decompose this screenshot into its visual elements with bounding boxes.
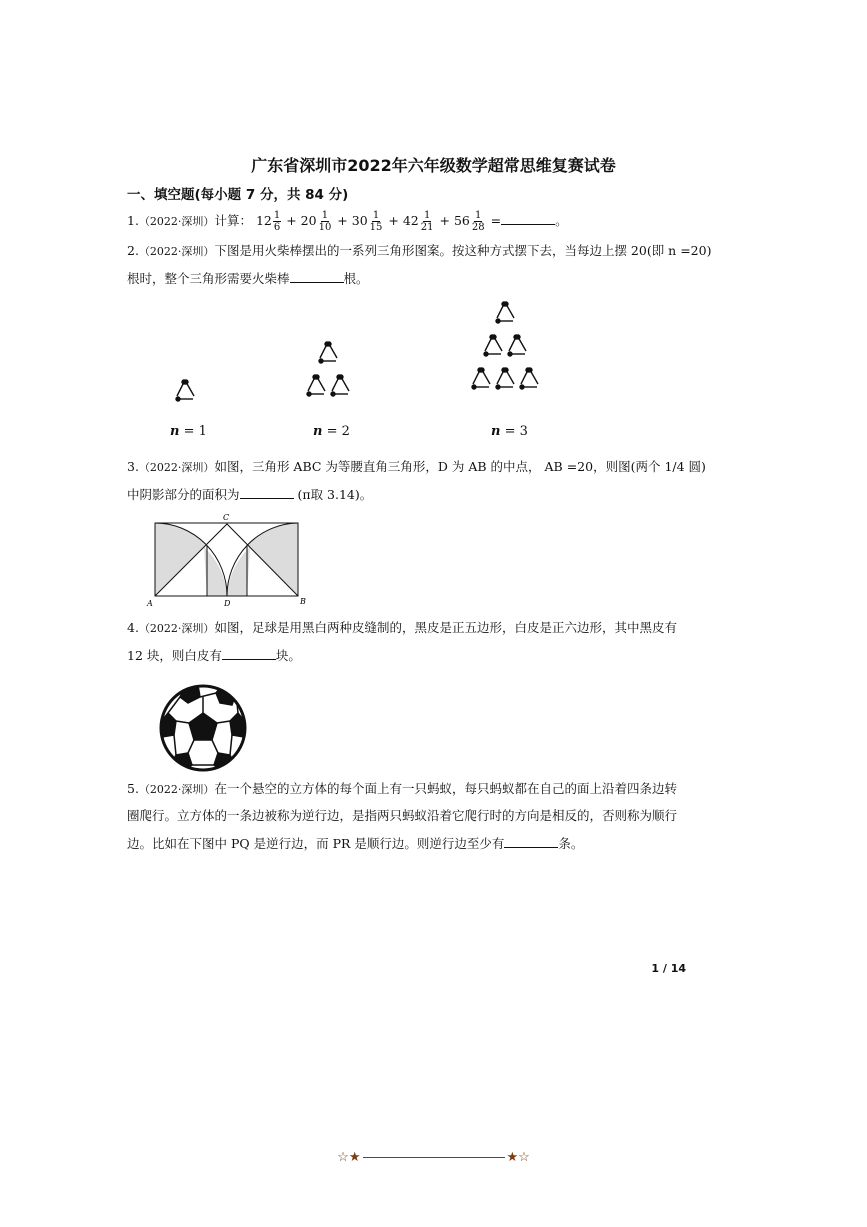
- plus-sign: +: [388, 213, 399, 228]
- answer-blank[interactable]: [290, 271, 344, 283]
- question-text: 圈爬行。立方体的一条边被称为逆行边，是指两只蚂蚁沿着它爬行时的方向是相反的，否则称为顺行: [127, 808, 678, 823]
- matchstick-head: [319, 359, 323, 363]
- answer-blank[interactable]: [222, 648, 276, 660]
- answer-blank[interactable]: [240, 487, 294, 499]
- point-c-label: C: [223, 513, 230, 522]
- question-text: 如图，三角形 ABC 为等腰直角三角形，D 为 AB 的中点， AB =20，则图(两个 1/4 圆): [214, 459, 706, 474]
- term-4: 42 $\frac{1}{21}$: [402, 210, 434, 233]
- matchstick-head: [472, 385, 476, 389]
- matchstick-head: [176, 397, 180, 401]
- plus-sign: +: [337, 213, 348, 228]
- page-title: 广东省深圳市2022年六年级数学超常思维复赛试卷: [251, 156, 616, 175]
- matchstick-head: [528, 368, 532, 372]
- question-intro: 计算：: [214, 213, 252, 228]
- question-text: 块。: [275, 648, 301, 663]
- question-number: 5.: [127, 781, 139, 796]
- matchstick-head: [504, 368, 508, 372]
- matchstick-triangles-figure: [150, 292, 590, 417]
- soccer-ball-figure: [158, 683, 248, 773]
- term-2: 20 $\frac{1}{10}$: [300, 210, 332, 233]
- footer-divider: [363, 1157, 505, 1158]
- question-5-line-2: [127, 809, 677, 823]
- matchstick-head: [492, 335, 496, 339]
- matchstick-head: [484, 352, 488, 356]
- equals-sign: =: [490, 213, 502, 228]
- question-3-line-2: [127, 487, 372, 502]
- figure-label-n1: n = 1: [170, 424, 207, 439]
- figure-label-n2: n = 2: [313, 424, 350, 439]
- term-1: 12 $\frac{1}{6}$: [255, 210, 281, 233]
- footer-stars-right: ★☆: [506, 1150, 530, 1165]
- matchstick-head: [480, 368, 484, 372]
- question-text: 在一个悬空的立方体的每个面上有一只蚂蚁，每只蚂蚁都在自己的面上沿着四条边转: [214, 781, 677, 796]
- footer-stars-left: ☆★: [337, 1150, 361, 1165]
- question-4-line-1: [127, 621, 677, 636]
- matchstick-head: [327, 342, 331, 346]
- matchstick-head: [307, 392, 311, 396]
- quarter-circles-figure: [145, 510, 315, 610]
- question-text: 根时，整个三角形需要火柴棒: [127, 271, 290, 286]
- question-2-line-2: [127, 271, 369, 286]
- question-text: (π取 3.14)。: [293, 487, 373, 502]
- question-number: 1.: [127, 213, 139, 228]
- question-5-line-3: [127, 836, 583, 851]
- matchstick-head: [508, 352, 512, 356]
- question-text: 边。比如在下图中 PQ 是逆行边，而 PR 是顺行边。则逆行边至少有: [127, 836, 505, 851]
- question-text: 根。: [343, 271, 369, 286]
- plus-sign: +: [439, 213, 450, 228]
- question-2-line-1: [127, 244, 711, 259]
- question-text: 如图，足球是用黑白两种皮缝制的，黑皮是正五边形，白皮是正六边形，其中黑皮有: [214, 620, 677, 635]
- question-text: 下图是用火柴棒摆出的一系列三角形图案。按这种方式摆下去，当每边上摆 20(即 n =20): [214, 243, 712, 258]
- point-d-label: D: [224, 599, 231, 608]
- matchstick-head: [315, 375, 319, 379]
- matchstick-head: [331, 392, 335, 396]
- point-b-label: B: [300, 597, 306, 606]
- question-tag: （2022·深圳）: [138, 461, 215, 474]
- matchstick-head: [520, 385, 524, 389]
- matchstick-head: [516, 335, 520, 339]
- point-a-label: A: [147, 599, 153, 608]
- matchstick-head: [496, 385, 500, 389]
- question-4-line-2: [127, 648, 301, 663]
- question-3-line-1: [127, 460, 706, 475]
- matchstick-head: [504, 302, 508, 306]
- answer-blank[interactable]: [501, 213, 555, 225]
- term-5: 56 $\frac{1}{28}$: [453, 210, 485, 233]
- question-tag: （2022·深圳）: [138, 783, 215, 796]
- question-tag: （2022·深圳）: [138, 245, 215, 258]
- question-text: 12 块，则白皮有: [127, 648, 222, 663]
- question-text: 条。: [558, 836, 584, 851]
- question-1: [127, 210, 568, 233]
- section-heading: 一、填空题(每小题 7 分，共 84 分): [127, 187, 349, 203]
- page-number: 1 / 14: [651, 962, 686, 975]
- question-number: 4.: [127, 620, 139, 635]
- plus-sign: +: [286, 213, 297, 228]
- matchstick-head: [184, 380, 188, 384]
- term-3: 30 $\frac{1}{15}$: [351, 210, 383, 233]
- figure-label-n3: n = 3: [491, 424, 528, 439]
- sentence-end: 。: [555, 213, 568, 228]
- matchstick-head: [339, 375, 343, 379]
- question-number: 3.: [127, 459, 139, 474]
- answer-blank[interactable]: [504, 836, 558, 848]
- question-number: 2.: [127, 243, 139, 258]
- matchstick-head: [496, 319, 500, 323]
- question-tag: （2022·深圳）: [138, 215, 215, 228]
- question-tag: （2022·深圳）: [138, 622, 215, 635]
- question-5-line-1: [127, 782, 677, 797]
- question-text: 中阴影部分的面积为: [127, 487, 240, 502]
- footer-ornament: [0, 1150, 867, 1165]
